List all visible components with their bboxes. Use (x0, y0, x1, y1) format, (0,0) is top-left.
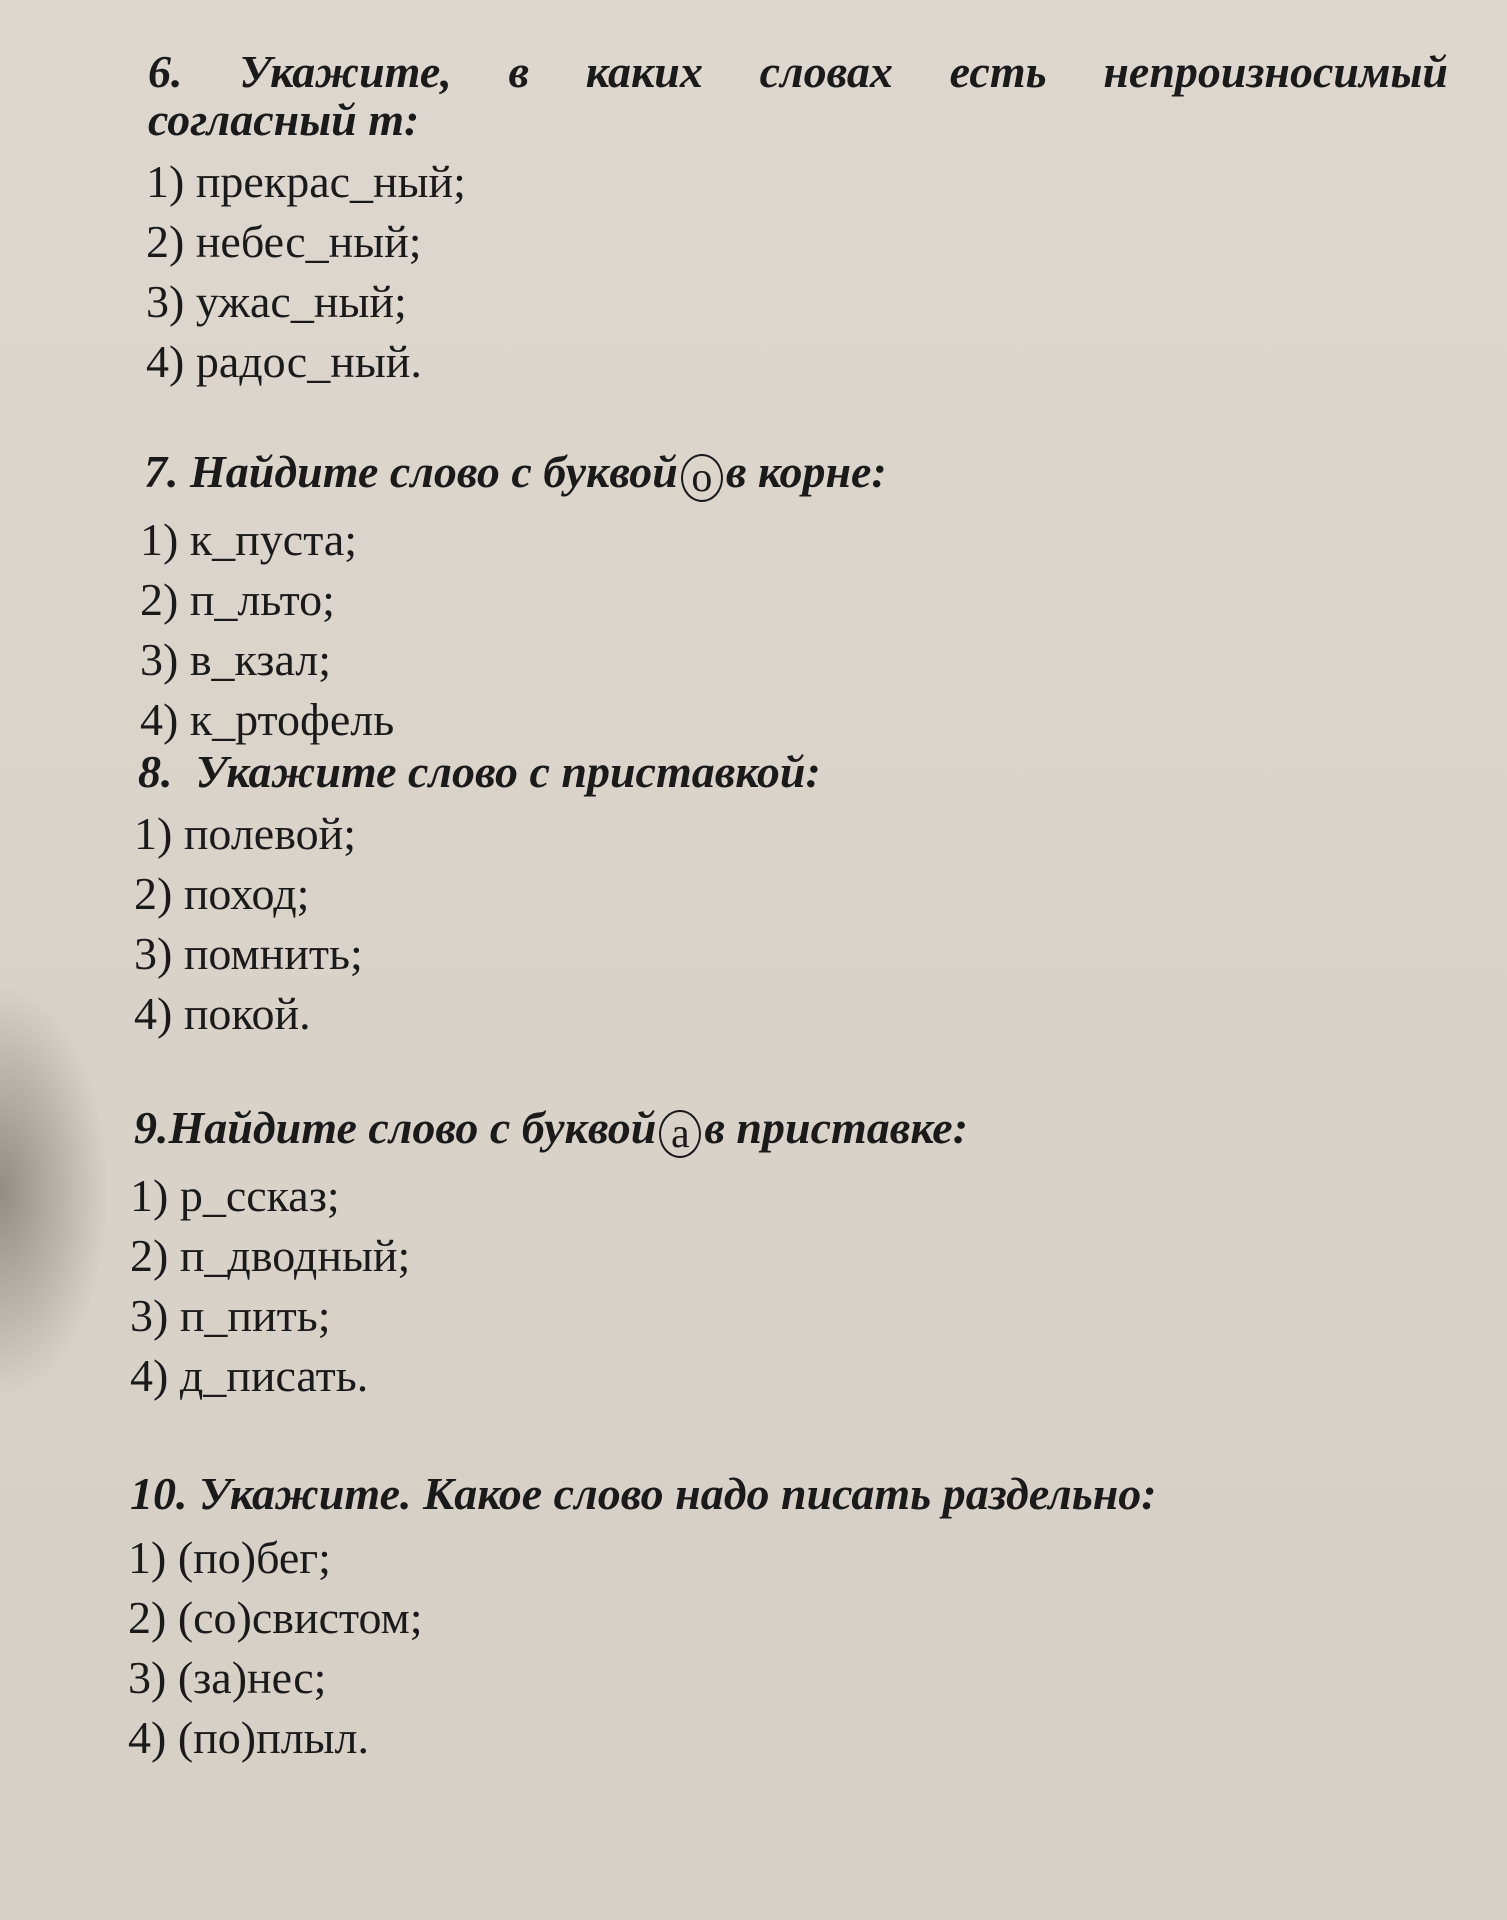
question-9-title (134, 1104, 1507, 1158)
option-item: 1) к_пуста; (140, 514, 358, 565)
question-9-title-text-end: в приставке: (704, 1102, 969, 1153)
question-6-word: в (508, 46, 530, 97)
circled-letter: о (681, 454, 723, 502)
option-item: 3) п_пить; (130, 1290, 331, 1341)
question-9-title-text: 9.Найдите слово с буквой (134, 1102, 657, 1153)
question-9-options (130, 1166, 1507, 1406)
question-10-title: 10. Укажите. Какое слово надо писать раздельно: (130, 1468, 1157, 1519)
question-6-word: 6. (148, 46, 183, 97)
question-8-title: 8. Укажите слово с приставкой: (138, 746, 821, 797)
circled-letter: а (659, 1110, 701, 1158)
option-item: 4) радос_ный. (146, 336, 422, 387)
option-item: 1) прекрас_ный; (146, 156, 466, 207)
question-6-word: непроизносимый (1103, 46, 1448, 97)
option-item: 2) п_льто; (140, 574, 335, 625)
question-7-title (144, 448, 1507, 502)
question-7-options (140, 510, 1507, 750)
option-item: 2) (со)свистом; (128, 1592, 423, 1643)
option-item: 3) в_кзал; (140, 634, 332, 685)
question-6-word: каких (585, 46, 703, 97)
option-item: 1) р_ссказ; (130, 1170, 340, 1221)
question-7-title-text-end: в корне: (725, 446, 887, 497)
question-6 (0, 48, 1507, 392)
question-6-word: словах (759, 46, 893, 97)
option-item: 3) ужас_ный; (146, 276, 407, 327)
option-item: 1) (по)бег; (128, 1532, 331, 1583)
question-10-options (128, 1528, 1507, 1768)
question-8-options (134, 804, 1507, 1044)
option-item: 4) покой. (134, 988, 311, 1039)
option-item: 4) д_писать. (130, 1350, 369, 1401)
option-item: 2) п_дводный; (130, 1230, 411, 1281)
option-item: 4) к_ртофель (140, 694, 395, 745)
option-item: 1) полевой; (134, 808, 357, 859)
question-7 (0, 448, 1507, 750)
question-7-title-text: 7. Найдите слово с буквой (144, 446, 678, 497)
question-6-title-line2: согласный т: (148, 94, 420, 145)
question-6-word: есть (949, 46, 1047, 97)
option-item: 4) (по)плыл. (128, 1712, 370, 1763)
question-6-word: Укажите, (239, 46, 452, 97)
option-item: 2) поход; (134, 868, 310, 919)
question-8 (0, 748, 1507, 1044)
option-item: 3) помнить; (134, 928, 363, 979)
question-10 (0, 1470, 1507, 1768)
option-item: 2) небес_ный; (146, 216, 422, 267)
question-6-options (146, 152, 1507, 392)
question-6-title-line1 (148, 48, 1448, 96)
option-item: 3) (за)нес; (128, 1652, 327, 1703)
question-9 (0, 1104, 1507, 1406)
